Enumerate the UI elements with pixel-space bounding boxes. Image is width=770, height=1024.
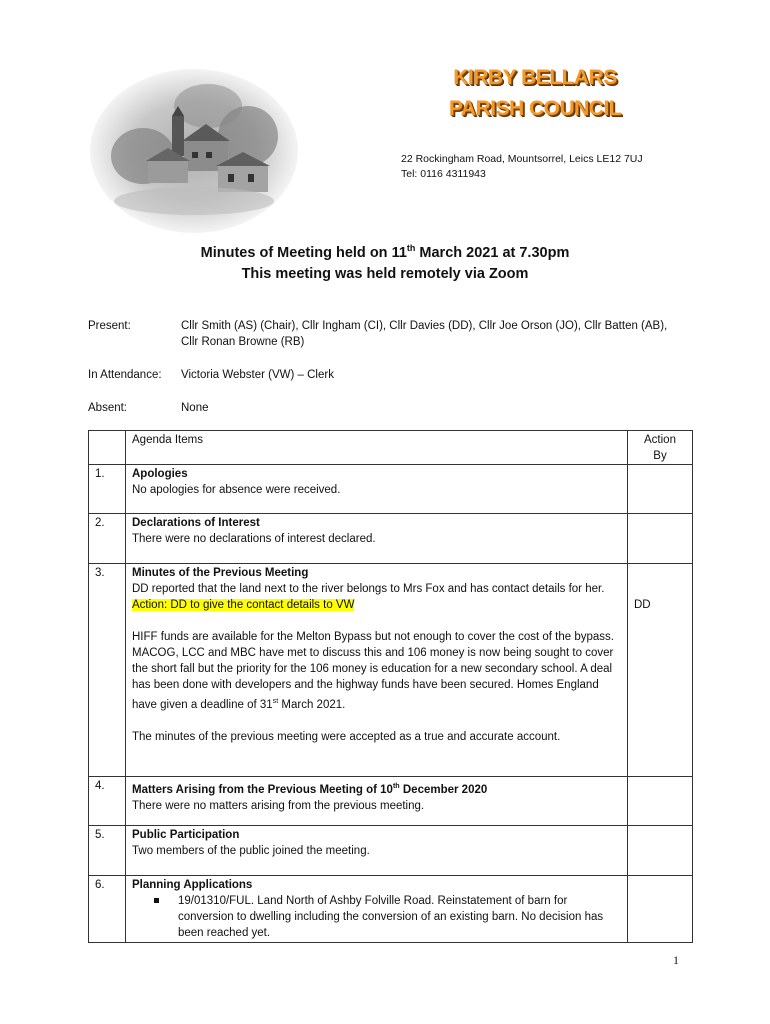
square-bullet-icon (154, 898, 159, 903)
item-number: 1. (89, 465, 126, 514)
item-title: Matters Arising from the Previous Meeting of 10th December 2020 (132, 782, 488, 796)
action-line (132, 597, 621, 613)
item-paragraph: HIFF funds are available for the Melton Bypass but not enough to cover the cost of the bypass. MACOG, LCC and MBC have met to discuss this and 106 money is now being sought to cover the short fall but the priority for the 106 money is education for a new secondary school. A deal has been done with developers and the highway funds have been secured. Homes England have given a deadline of 31st March 2021. (132, 631, 614, 711)
table-row (89, 564, 693, 777)
item-text: There were no declarations of interest declared. (132, 533, 376, 545)
item-title: Public Participation (132, 829, 240, 841)
village-sketch-image (88, 66, 300, 236)
item-number: 2. (89, 514, 126, 564)
item-action-by (628, 826, 693, 876)
table-row (89, 876, 693, 943)
absent-value: None (181, 402, 209, 414)
item-number: 6. (89, 876, 126, 943)
item-content (126, 564, 628, 777)
header-action-by: Action By (628, 431, 693, 465)
item-content (126, 465, 628, 514)
meeting-title (0, 238, 770, 285)
absent-label: Absent: (88, 402, 127, 414)
present-value: Cllr Smith (AS) (Chair), Cllr Ingham (CI), Cllr Davies (DD), Cllr Joe Orson (JO), Cllr Batten (AB), Cllr Ronan Browne (RB) (181, 320, 668, 348)
agenda-table (88, 430, 693, 943)
council-name (440, 62, 630, 124)
item-title: Apologies (132, 468, 188, 480)
item-title: Planning Applications (132, 879, 253, 891)
meeting-title-line2: This meeting was held remotely via Zoom (241, 265, 529, 282)
item-text: Two members of the public joined the meeting. (132, 845, 370, 857)
item-action-by (628, 465, 693, 514)
table-row (89, 826, 693, 876)
present-label: Present: (88, 320, 131, 332)
table-row (89, 465, 693, 514)
page-number: 1 (673, 953, 679, 967)
item-action-by (628, 777, 693, 826)
item-text: DD reported that the land next to the river belongs to Mrs Fox and has contact details for her. (132, 583, 605, 595)
item-content (126, 777, 628, 826)
item-number: 5. (89, 826, 126, 876)
item-action-by (628, 514, 693, 564)
item-title: Minutes of the Previous Meeting (132, 567, 309, 579)
meeting-title-line1: Minutes of Meeting held on 11th March 2021 at 7.30pm (200, 243, 570, 261)
council-name-line2: PARISH COUNCIL (448, 97, 622, 120)
table-header-row (89, 431, 693, 465)
action-by-value: DD (634, 599, 651, 611)
item-paragraph: The minutes of the previous meeting were accepted as a true and accurate account. (132, 730, 561, 743)
item-text: No apologies for absence were received. (132, 484, 341, 496)
item-content (126, 514, 628, 564)
bullet-list (132, 893, 621, 941)
in-attendance-label: In Attendance: (88, 369, 162, 381)
address-line: 22 Rockingham Road, Mountsorrel, Leics LE12 7UJ (401, 153, 643, 165)
item-action-by (628, 876, 693, 943)
table-row (89, 514, 693, 564)
in-attendance-value: Victoria Webster (VW) – Clerk (181, 369, 334, 381)
highlighted-action: Action: DD to give the contact details to VW (132, 599, 355, 611)
table-row (89, 777, 693, 826)
telephone-line: Tel: 0116 4311943 (401, 168, 486, 180)
item-title: Declarations of Interest (132, 517, 260, 529)
item-action-by (628, 564, 693, 777)
item-content (126, 826, 628, 876)
council-name-line1: KIRBY BELLARS (453, 66, 617, 89)
list-item: 19/01310/FUL. Land North of Ashby Folville Road. Reinstatement of barn for conversion to dwelling including the conversion of an existing barn. No decision has been reached yet. (132, 893, 621, 941)
item-number: 3. (89, 564, 126, 777)
item-number: 4. (89, 777, 126, 826)
item-text: There were no matters arising from the previous meeting. (132, 799, 425, 812)
header-agenda-items: Agenda Items (126, 431, 628, 465)
header-num-cell (89, 431, 126, 465)
council-address (401, 152, 643, 182)
item-content (126, 876, 628, 943)
